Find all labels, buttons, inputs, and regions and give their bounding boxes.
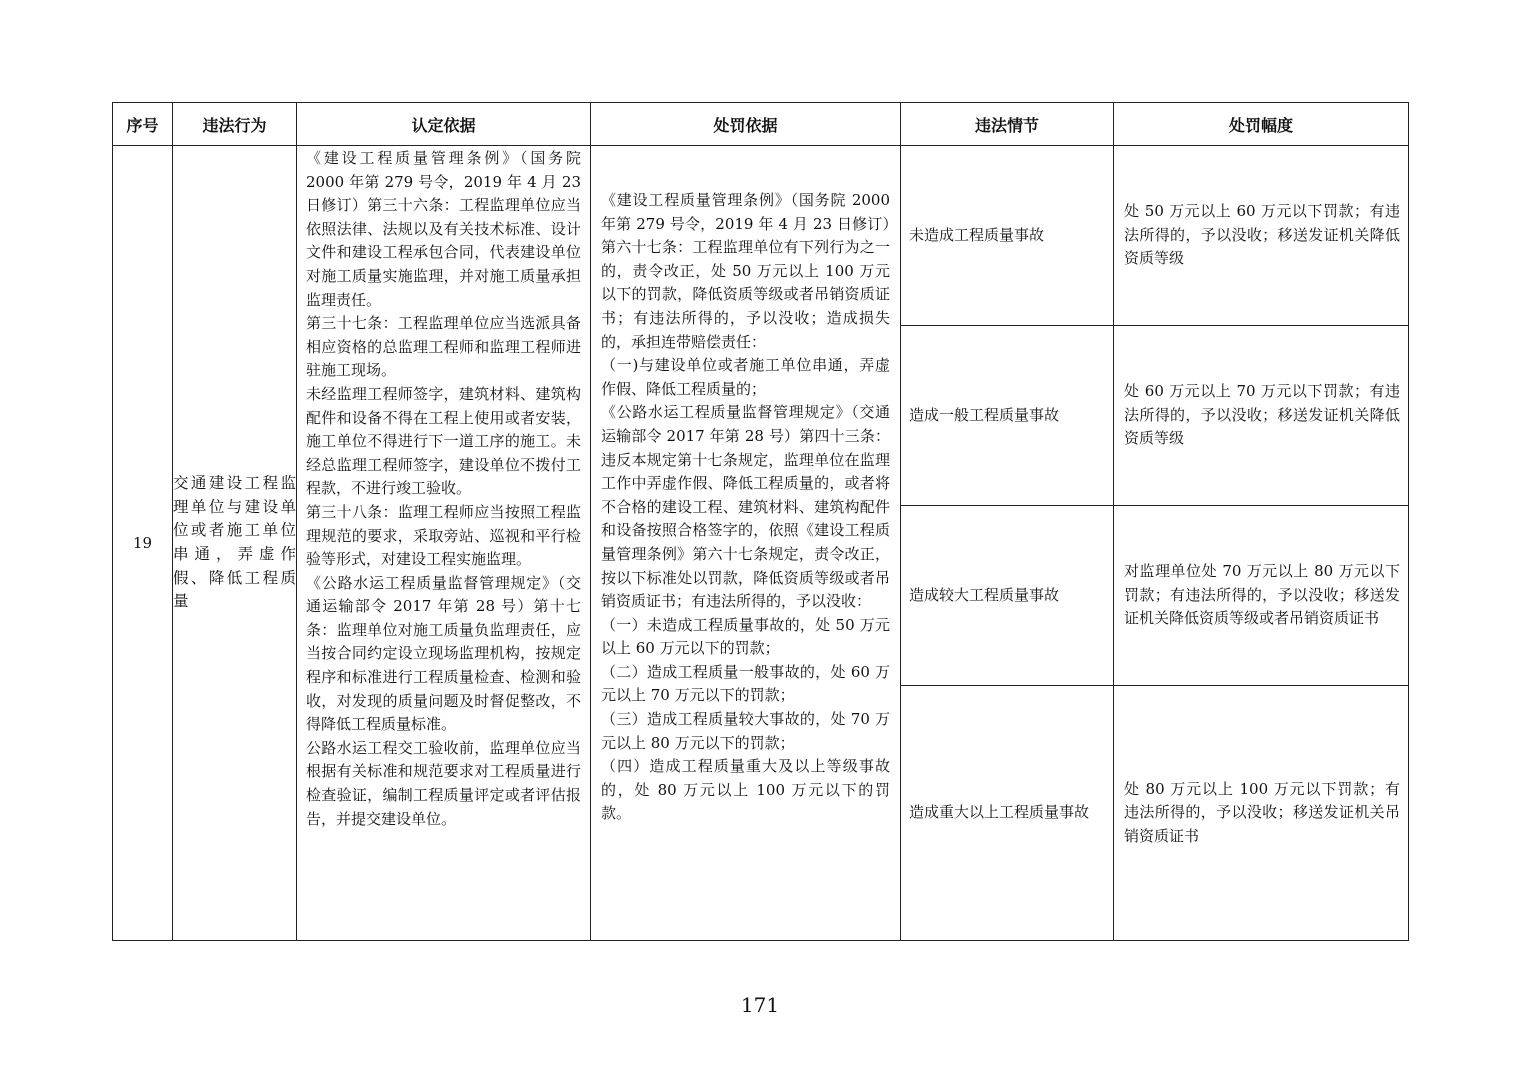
- circumstance-cell: [901, 326, 1114, 506]
- penalty-table: [112, 102, 1409, 941]
- header-penalty-range: 处罚幅度: [1114, 103, 1409, 146]
- circumstance-cell: [901, 146, 1114, 326]
- table-header-row: [113, 103, 1409, 146]
- penalty-basis-paragraph: （四）造成工程质量重大及以上等级事故的，处 80 万元以上 100 万元以下的罚款。: [601, 757, 890, 823]
- identification-basis-paragraph: 第三十八条：监理工程师应当按照工程监理规范的要求，采取旁站、巡视和平行检验等形式，对建设工程实施监理。: [306, 502, 581, 569]
- penalty-basis-paragraph: （三）造成工程质量较大事故的，处 70 万元以上 80 万元以下的罚款；: [601, 710, 890, 752]
- identification-basis-cell: [297, 146, 591, 941]
- header-identification-basis: 认定依据: [297, 103, 591, 146]
- identification-basis-paragraph: 未经监理工程师签字，建筑材料、建筑构配件和设备不得在工程上使用或者安装，施工单位不得进行下一道工序的施工。未经总监理工程师签字，建设单位不拨付工程款，不进行竣工验收。: [306, 384, 581, 498]
- penalty-basis-paragraph: 《公路水运工程质量监督管理规定》（交通运输部令 2017 年第 28 号）第四十三条：违反本规定第十七条规定，监理单位在监理工作中弄虚作假、降低工程质量的，或者将不合格的建设工程、建筑材料、建筑构配件和设备按照合格签字的，依照《建设工程质量管理条例》第六十七条规定，责令改正，按以下标准处以罚款，降低资质等级或者吊销资质证书；有违法所得的，予以没收：: [601, 403, 890, 611]
- circumstance-text: 造成较大工程质量事故: [909, 585, 1060, 604]
- table-row: [113, 146, 1409, 326]
- circumstance-text: 未造成工程质量事故: [909, 225, 1045, 244]
- penalty-range-text: 处 60 万元以上 70 万元以下罚款；有违法所得的，予以没收；移送发证机关降低资质等级: [1124, 382, 1400, 448]
- header-seq: 序号: [113, 103, 173, 146]
- penalty-range-text: 处 80 万元以上 100 万元以下罚款；有违法所得的，予以没收；移送发证机关吊销资质证书: [1124, 779, 1400, 845]
- violation-cell: 交通建设工程监理单位与建设单位或者施工单位串通，弄虚作假、降低工程质量: [173, 146, 297, 941]
- penalty-basis-cell: [591, 146, 901, 941]
- circumstance-text: 造成重大以上工程质量事故: [909, 803, 1090, 822]
- penalty-range-text: 对监理单位处 70 万元以上 80 万元以下罚款；有违法所得的，予以没收；移送发证机关降低资质等级或者吊销资质证书: [1124, 562, 1400, 628]
- penalty-basis-paragraph: （一)与建设单位或者施工单位串通，弄虚作假、降低工程质量的；: [601, 356, 890, 398]
- header-violation: 违法行为: [173, 103, 297, 146]
- penalty-range-cell: [1114, 686, 1409, 941]
- identification-basis-paragraph: 《公路水运工程质量监督管理规定》（交通运输部令 2017 年第 28 号）第十七条：监理单位对施工质量负监理责任，应当按合同约定设立现场监理机构，按规定程序和标准进行工程质量检查、检测和验收，对发现的质量问题及时督促整改，不得降低工程质量标准。: [306, 573, 581, 734]
- penalty-range-cell: [1114, 506, 1409, 686]
- penalty-range-cell: [1114, 326, 1409, 506]
- circumstance-text: 造成一般工程质量事故: [909, 405, 1060, 424]
- identification-basis-paragraph: 《建设工程质量管理条例》（国务院 2000 年第 279 号令，2019 年 4 月 23 日修订）第三十六条：工程监理单位应当依照法律、法规以及有关技术标准、设计文件和建设工程承包合同，代表建设单位对施工质量实施监理，并对施工质量承担监理责任。: [306, 149, 581, 309]
- header-penalty-basis: 处罚依据: [591, 103, 901, 146]
- circumstance-cell: [901, 686, 1114, 941]
- penalty-basis-paragraph: （一）未造成工程质量事故的，处 50 万元以上 60 万元以下的罚款；: [601, 615, 890, 658]
- identification-basis-paragraph: 公路水运工程交工验收前，监理单位应当根据有关标准和规范要求对工程质量进行检查验证，编制工程质量评定或者评估报告，并提交建设单位。: [306, 738, 581, 828]
- identification-basis-paragraph: 第三十七条：工程监理单位应当选派具备相应资格的总监理工程师和监理工程师进驻施工现场。: [306, 314, 581, 380]
- seq-cell: 19: [113, 146, 173, 941]
- penalty-basis-paragraph: （二）造成工程质量一般事故的，处 60 万元以上 70 万元以下的罚款；: [601, 662, 890, 705]
- circumstance-cell: [901, 506, 1114, 686]
- penalty-range-text: 处 50 万元以上 60 万元以下罚款；有违法所得的，予以没收；移送发证机关降低资质等级: [1124, 202, 1400, 268]
- header-circumstances: 违法情节: [901, 103, 1114, 146]
- page-number: 171: [740, 993, 780, 1017]
- penalty-range-cell: [1114, 146, 1409, 326]
- penalty-basis-paragraph: 《建设工程质量管理条例》（国务院 2000 年第 279 号令，2019 年 4 月 23 日修订）第六十七条：工程监理单位有下列行为之一的，责令改正，处 50 万元以上 100 万元以下的罚款，降低资质等级或者吊销资质证书；有违法所得的，予以没收；造成损失的，承担连带赔偿责任：: [601, 191, 890, 351]
